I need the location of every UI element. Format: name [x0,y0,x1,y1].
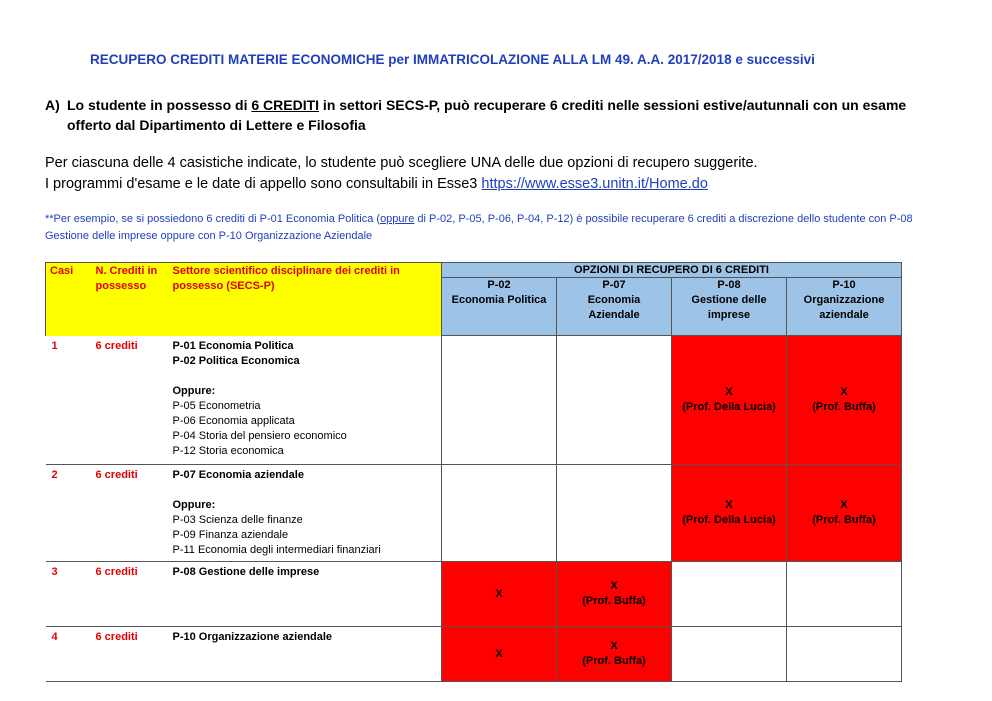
note-part-1: **Per esempio, se si possiedono 6 crediti di P-01 Economia Politica ( [45,213,381,225]
table-row [46,336,902,465]
header-option-p07 [557,278,672,336]
sector-list [169,627,442,682]
option-code: P-08 [717,279,741,291]
intro-line-2 [45,174,758,195]
option-cell-p07 [557,562,672,627]
option-professor: (Prof. Della Lucia) [682,514,776,526]
option-code: P-02 [487,279,511,291]
option-name: Economia Politica [451,294,547,306]
credits-owned: 6 crediti [92,336,169,465]
option-name: Economia Aziendale [587,294,641,321]
table-row [46,562,902,627]
case-number: 1 [46,336,92,465]
option-cell-p10 [787,336,902,465]
option-mark: X [495,647,503,660]
option-cell-p07 [557,465,672,562]
option-professor: (Prof. Buffa) [812,514,876,526]
oppure-label: Oppure: [172,384,216,397]
sector-list [169,465,442,562]
option-cell-p02 [442,465,557,562]
example-note [45,211,935,245]
esse3-link[interactable]: https://www.esse3.unitn.it/Home.do [481,176,708,192]
sector-other: P-09 Finanza aziendale [172,529,289,541]
page-title: RECUPERO CREDITI MATERIE ECONOMICHE per IMMATRICOLAZIONE ALLA LM 49. A.A. 2017/2018 e successivi [90,52,815,67]
option-cell-p10 [787,465,902,562]
sector-other: P-04 Storia del pensiero economico [172,429,347,442]
section-a-text-after: in settori SECS-P, può recuperare 6 crediti nelle sessioni estive/autunnali con un esame offerto dal Dipartimento di Lettere e Filosofia [67,97,907,133]
section-a-credits-underlined: 6 CREDITI [251,97,320,113]
sector-other: P-05 Econometria [172,399,261,412]
sector-other: P-06 Economia applicata [172,414,295,427]
header-option-p02 [442,278,557,336]
header-row-1 [46,263,902,278]
sector-main: P-07 Economia aziendale [172,469,304,481]
intro-line-2-text: I programmi d'esame e le date di appello sono consultabili in Esse3 [45,176,482,192]
case-number: 4 [46,627,92,682]
oppure-label: Oppure: [172,499,216,511]
option-name: Organizzazione aziendale [803,294,885,321]
table-row [46,465,902,562]
option-cell-p08 [672,336,787,465]
option-mark: X [725,386,733,398]
option-mark: X [610,580,618,592]
option-cell-p08 [672,627,787,682]
header-settore: Settore scientifico disciplinare dei crediti in possesso (SECS-P) [169,263,442,336]
table-row [46,627,902,682]
sector-main: P-08 Gestione delle imprese [172,566,320,578]
credits-owned: 6 crediti [92,562,169,627]
sector-other: P-11 Economia degli intermediari finanziari [172,544,381,556]
sector-list [169,562,442,627]
option-cell-p10 [787,562,902,627]
option-cell-p10 [787,627,902,682]
case-number: 2 [46,465,92,562]
option-cell-p07 [557,336,672,465]
sector-other: P-03 Scienza delle finanze [172,514,303,526]
case-number: 3 [46,562,92,627]
header-options-group: OPZIONI DI RECUPERO DI 6 CREDITI [442,263,902,278]
sector-main: P-02 Politica Economica [172,354,300,367]
option-mark: X [610,640,618,652]
section-a [45,95,945,135]
option-name: Gestione delle imprese [691,294,767,321]
section-a-text-before: Lo studente in possesso di [67,97,252,113]
option-code: P-07 [602,279,626,291]
option-cell-p07 [557,627,672,682]
sector-main: P-01 Economia Politica [172,339,294,352]
credits-owned: 6 crediti [92,627,169,682]
header-crediti: N. Crediti in possesso [92,263,169,336]
credits-owned: 6 crediti [92,465,169,562]
option-mark: X [840,499,848,511]
option-professor: (Prof. Della Lucia) [682,401,776,413]
option-professor: (Prof. Buffa) [582,595,646,607]
note-part-2: di P-02, P-05, P-06, P-04, P-12) è possibile recuperare 6 crediti a discrezione dello studente con P-08 Gestione delle imprese oppure con P-10 Organizzazione Aziendale [45,213,913,242]
option-cell-p02 [442,336,557,465]
option-professor: (Prof. Buffa) [582,655,646,667]
option-cell-p02 [442,627,557,682]
option-mark: X [725,499,733,511]
option-code: P-10 [832,279,856,291]
header-option-p10 [787,278,902,336]
option-mark: X [495,587,503,600]
sector-main: P-10 Organizzazione aziendale [172,631,333,643]
option-professor: (Prof. Buffa) [812,401,876,413]
option-cell-p02 [442,562,557,627]
header-casi: Casi [46,263,92,336]
option-cell-p08 [672,562,787,627]
note-oppure: oppure [380,213,415,225]
option-cell-p08 [672,465,787,562]
header-option-p08 [672,278,787,336]
section-a-marker: A) [45,97,60,113]
recovery-table [45,262,902,682]
sector-other: P-12 Storia economica [172,444,284,457]
section-a-text [67,95,945,135]
option-mark: X [840,386,848,398]
intro-paragraph [45,153,758,195]
intro-line-1: Per ciascuna delle 4 casistiche indicate, lo studente può scegliere UNA delle due opzioni di recupero suggerite. [45,155,758,171]
sector-list [169,336,442,465]
